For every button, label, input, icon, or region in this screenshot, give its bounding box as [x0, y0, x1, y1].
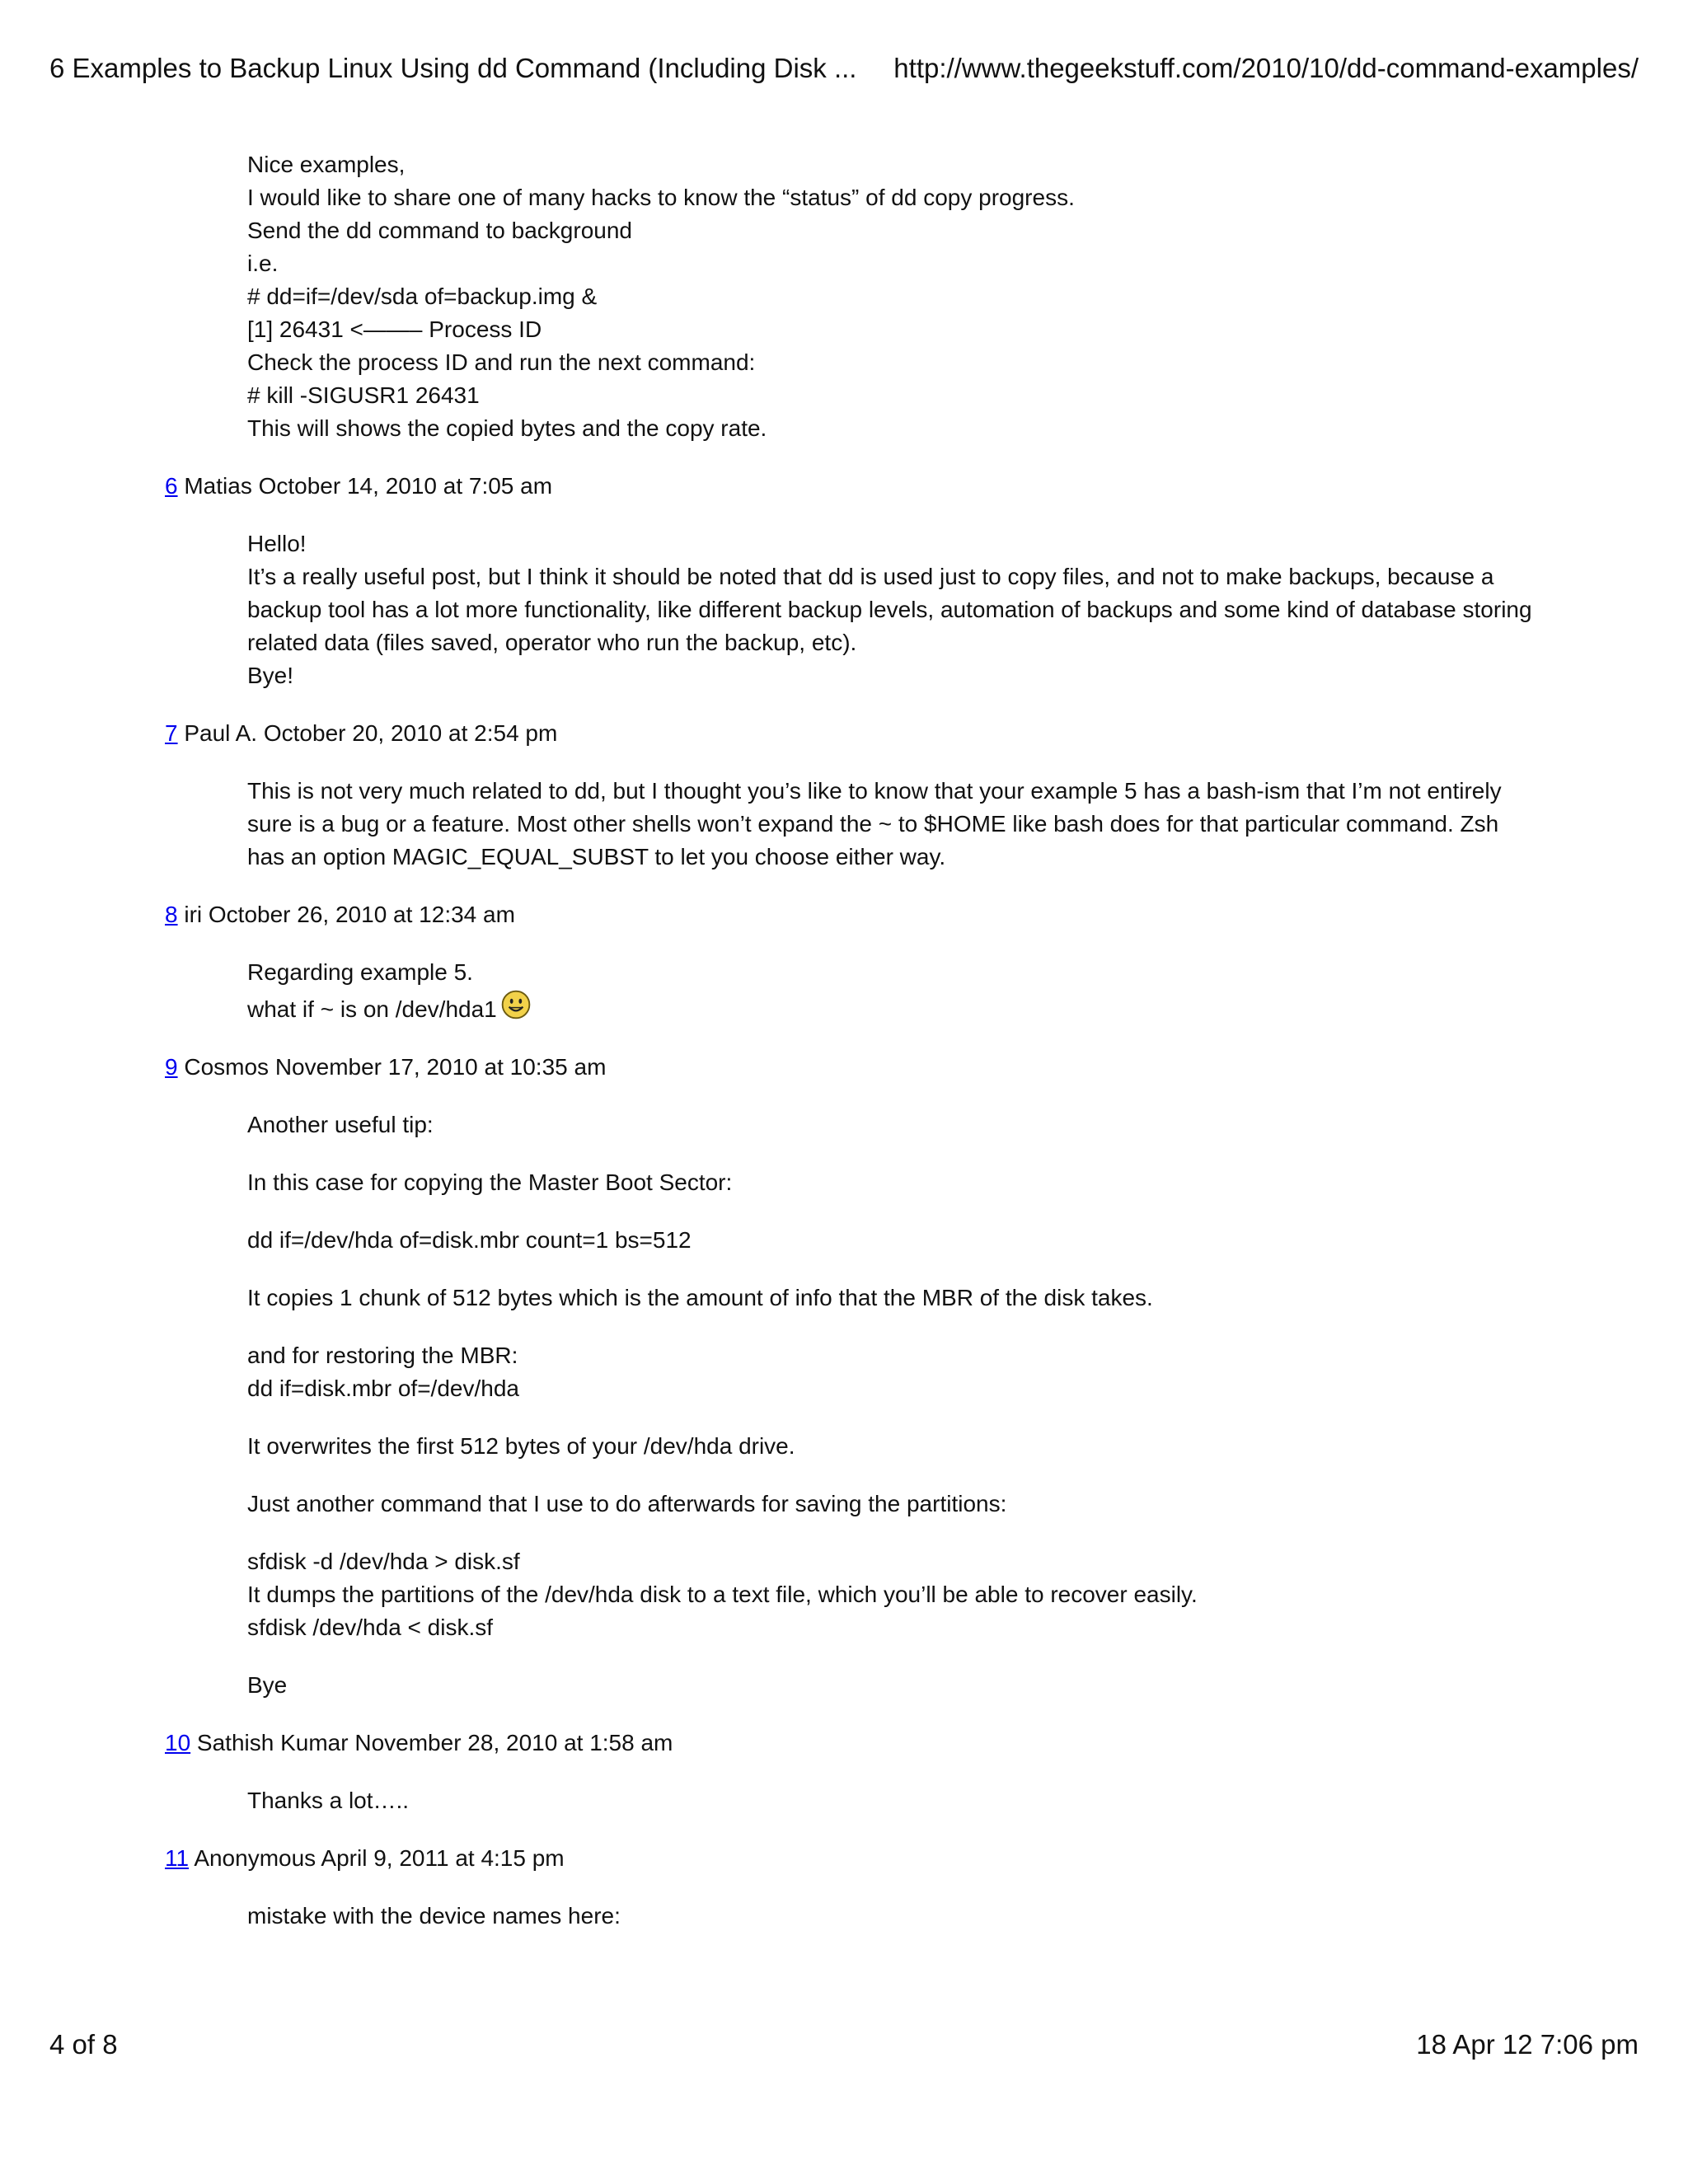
comment-9-paragraph — [247, 1339, 1533, 1405]
comment-5-line: # kill -SIGUSR1 26431 — [247, 382, 480, 408]
page-url: http://www.thegeekstuff.com/2010/10/dd-command-examples/ — [893, 53, 1639, 83]
comment-9-line: and for restoring the MBR: — [247, 1343, 518, 1368]
comment-6-line: It’s a really useful post, but I think it should be noted that dd is used just to copy files, and not to make backups, because a backup tool has a lot more functionality, like different backup levels, automation of backups and some kind of database storing related data (files saved, operator who run the backup, etc). — [247, 564, 1532, 655]
comment-7-body — [247, 775, 1533, 874]
comment-8-line: Regarding example 5. — [247, 959, 473, 985]
comment-10-body — [247, 1784, 1533, 1817]
comment-9-meta — [165, 1051, 1688, 1084]
comment-9-link[interactable]: 9 — [165, 1054, 178, 1080]
comment-5-body — [247, 148, 1533, 445]
comment-9-line: sfdisk -d /dev/hda > disk.sf — [247, 1549, 520, 1574]
print-date: 18 Apr 12 7:06 pm — [1416, 2029, 1639, 2060]
comment-5-line: Send the dd command to background — [247, 218, 632, 243]
comment-9-line: dd if=disk.mbr of=/dev/hda — [247, 1376, 519, 1401]
comment-10-text: Thanks a lot….. — [247, 1788, 410, 1813]
comment-8-line: what if ~ is on /dev/hda1 — [247, 996, 497, 1022]
comment-6-line: Bye! — [247, 663, 294, 688]
comment-5-line: Nice examples, — [247, 152, 406, 177]
comment-5-line: # dd=if=/dev/sda of=backup.img & — [247, 284, 598, 309]
comment-6-author-date: Matias October 14, 2010 at 7:05 am — [177, 473, 553, 499]
comment-8-link[interactable]: 8 — [165, 902, 178, 927]
comment-10-meta — [165, 1727, 1688, 1760]
comment-7-meta — [165, 717, 1688, 750]
comment-5-line: This will shows the copied bytes and the copy rate. — [247, 415, 767, 441]
comment-8-text — [247, 956, 1533, 1026]
page-header — [49, 49, 1639, 87]
comment-11-link[interactable]: 11 — [165, 1845, 190, 1871]
comment-5-text — [247, 148, 1533, 445]
comment-6-body — [247, 527, 1533, 692]
comment-5-line: i.e. — [247, 251, 279, 276]
comment-9-line: It dumps the partitions of the /dev/hda disk to a text file, which you’ll be able to recover easily. — [247, 1582, 1198, 1607]
comment-9-author-date: Cosmos November 17, 2010 at 10:35 am — [177, 1054, 607, 1080]
comment-5-line: Check the process ID and run the next command: — [247, 349, 756, 375]
comment-9-paragraph: dd if=/dev/hda of=disk.mbr count=1 bs=512 — [247, 1227, 692, 1253]
page-footer — [49, 2026, 1639, 2064]
comments-content — [0, 148, 1688, 1933]
comment-9-paragraph: It overwrites the first 512 bytes of your /dev/hda drive. — [247, 1433, 795, 1459]
comment-8-meta — [165, 898, 1688, 931]
comment-5-line: [1] 26431 <——– Process ID — [247, 316, 542, 342]
comment-6-line: Hello! — [247, 531, 307, 556]
comment-6-link[interactable]: 6 — [165, 473, 178, 499]
page-title: 6 Examples to Backup Linux Using dd Command (Including Disk ... — [49, 53, 857, 83]
comment-10-link[interactable]: 10 — [165, 1730, 191, 1755]
comment-10-author-date: Sathish Kumar November 28, 2010 at 1:58 am — [190, 1730, 673, 1755]
comment-11-meta — [165, 1842, 1688, 1875]
comment-8-author-date: iri October 26, 2010 at 12:34 am — [177, 902, 515, 927]
smiley-icon — [500, 989, 532, 1020]
comment-9-paragraph: Bye — [247, 1672, 288, 1698]
comment-9-paragraph: It copies 1 chunk of 512 bytes which is the amount of info that the MBR of the disk takes. — [247, 1285, 1153, 1310]
comment-7-link[interactable]: 7 — [165, 720, 178, 746]
comment-9-paragraph: Just another command that I use to do afterwards for saving the partitions: — [247, 1491, 1007, 1516]
comment-9-line: sfdisk /dev/hda < disk.sf — [247, 1615, 494, 1640]
comment-5-line: I would like to share one of many hacks to know the “status” of dd copy progress. — [247, 185, 1075, 210]
comment-9-body — [247, 1108, 1533, 1702]
comment-9-paragraph — [247, 1545, 1533, 1644]
comment-9-paragraph: In this case for copying the Master Boot Sector: — [247, 1169, 733, 1195]
comment-9-paragraph: Another useful tip: — [247, 1112, 434, 1137]
comment-7-author-date: Paul A. October 20, 2010 at 2:54 pm — [177, 720, 558, 746]
comment-11-body — [247, 1900, 1533, 1933]
page-number: 4 of 8 — [49, 2029, 118, 2060]
comment-7-text: This is not very much related to dd, but I thought you’s like to know that your example 5 has a bash-ism that I’m not entirely sure is a bug or a feature. Most other shells won’t expand the ~ to $HOME like bash does for that particular command. Zsh has an option MAGIC_EQUAL_SUBST to let you choose either way. — [247, 778, 1502, 869]
comment-8-body — [247, 956, 1533, 1026]
comment-11-text: mistake with the device names here: — [247, 1903, 621, 1929]
comment-11-author-date: Anonymous April 9, 2011 at 4:15 pm — [189, 1845, 565, 1871]
comment-6-meta — [165, 470, 1688, 503]
comment-6-text — [247, 527, 1533, 692]
